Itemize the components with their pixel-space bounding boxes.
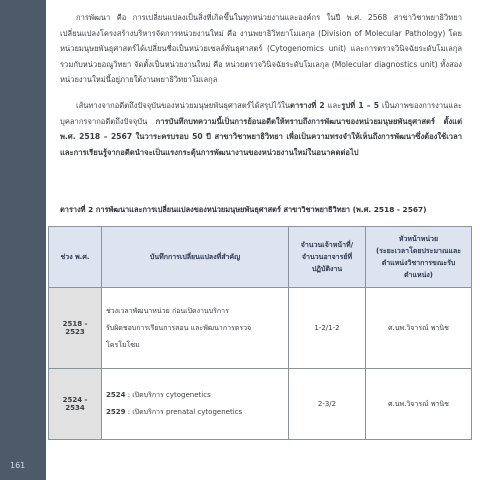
paragraph-text: เส้นทางจากอดีตถึงปัจจุบันของหน่วยมนุษยพันธุศาสตร์ได้สรุปไว้ใน [76,100,291,110]
paragraph-1 [60,10,462,88]
cell-event [102,288,289,369]
figure-reference: รูปที่ 1 – 5 [341,100,379,110]
event-line: รับผิดชอบการเรียนการสอน และพัฒนาการตรวจ [106,323,252,332]
header-staff [289,227,366,288]
cell-event [102,369,289,440]
event-line [106,404,284,421]
header-period: ช่วง พ.ศ. [49,227,102,288]
header-staff-line: จำนวนเจ้าหน้าที่/ [300,241,354,249]
paragraph-text: เป็นภาพของการงานและบุคลากรจากอดีตถึงปัจจุบัน [60,100,462,126]
event-text: : เปิดบริการ prenatal cytogenetics [125,408,243,416]
cell-period: 2518 - 2523 [49,288,102,369]
event-line [106,387,284,404]
header-head-line: หัวหน้าหน่วย [398,235,439,243]
event-line: ช่วงเวลาพัฒนาหน่วย ก่อนเปิดงานบริการ [106,306,229,315]
cell-staff: 1-2/1-2 [289,288,366,369]
header-head-line: ตำแหน่งวิชาการขณะรับตำแหน่ง) [381,259,456,279]
header-staff-line: จำนวนอาจารย์ที่ปฏิบัติงาน [301,253,353,273]
event-year: 2529 [106,408,126,416]
page-number: 161 [10,461,26,470]
event-text: : เปิดบริการ cytogenetics [125,391,211,399]
event-year: 2524 [106,391,126,399]
event-line: โครโมโซม [106,340,140,349]
paragraph-2 [60,98,462,160]
paragraph-text: และ [324,100,342,110]
cell-head: ศ.นพ.วิจารณ์ พานิช [366,288,472,369]
history-table [48,226,472,440]
table-row [49,369,472,440]
header-head [366,227,472,288]
paragraph-emphasis: การบันทึกบทความนี้เป็นการย้อนอดีตให้ทราบถึงการพัฒนาของหน่วยมนุษยพันธุศาสตร์ ตั้งแต่ พ.ศ. 2518 – 2567 ในวาระครบรอบ 50 ปี สาขาวิชาพยาธิวิทยา เพื่อเป็นความทรงจำให้เห็นถึงการพัฒนาซึ่งต้องใช้เวลา และการเรียนรู้จากอดีตนำจะเป็นแรงกระตุ้นการพัฒนางานของหน่วยงานใหม่ในอนาคตต่อไป [60,116,462,157]
cell-staff: 2-3/2 [289,369,366,440]
paragraph-text: การพัฒนา คือ การเปลี่ยนแปลงเป็นสิ่งที่เกิดขึ้นในทุกหน่วยงานและองค์กร ในปี พ.ศ. 2568 สาขาวิชาพยาธิวิทยาเปลี่ยนแปลงโครงสร้างบริหารจัดการหน่วยงานใหม่ คือ งานพยาธิวิทยาโมเลกุล (Division of Molecular Pathology) โดยหน่วยมนุษยพันธุศาสตร์ได้เปลี่ยนชื่อเป็นหน่วยเซลล์พันธุศาสตร์ (Cytogenomics unit) และการตรวจวินิจฉัยระดับโมเลกุลรวมกับหน่วยอณูวิทยา จัดตั้งเป็นหน่วยงานใหม่ คือ หน่วยตรวจวินิจฉัยระดับโมเลกุล (Molecular diagnostics unit) ทั้งสองหน่วยงานใหม่นี้อยู่ภายใต้งานพยาธิวิทยาโมเลกุล [60,13,462,85]
table-header-row [49,227,472,288]
body-text [60,10,462,160]
header-head-line: (ระยะเวลาโดยประมาณและ [375,247,462,255]
cell-head: ศ.นพ.วิจารณ์ พานิช [366,369,472,440]
table-reference: ตารางที่ 2 [290,100,325,110]
table-row [49,288,472,369]
header-event: บันทึกการเปลี่ยนแปลงที่สำคัญ [102,227,289,288]
table-title: ตารางที่ 2 การพัฒนาและการเปลี่ยนแปลงของหน่วยมนุษยพันธุศาสตร์ สาขาวิชาพยาธิวิทยา (พ.ศ. 2518 - 2567) [60,205,427,214]
page-sidebar [0,0,46,480]
cell-period: 2524 - 2534 [49,369,102,440]
